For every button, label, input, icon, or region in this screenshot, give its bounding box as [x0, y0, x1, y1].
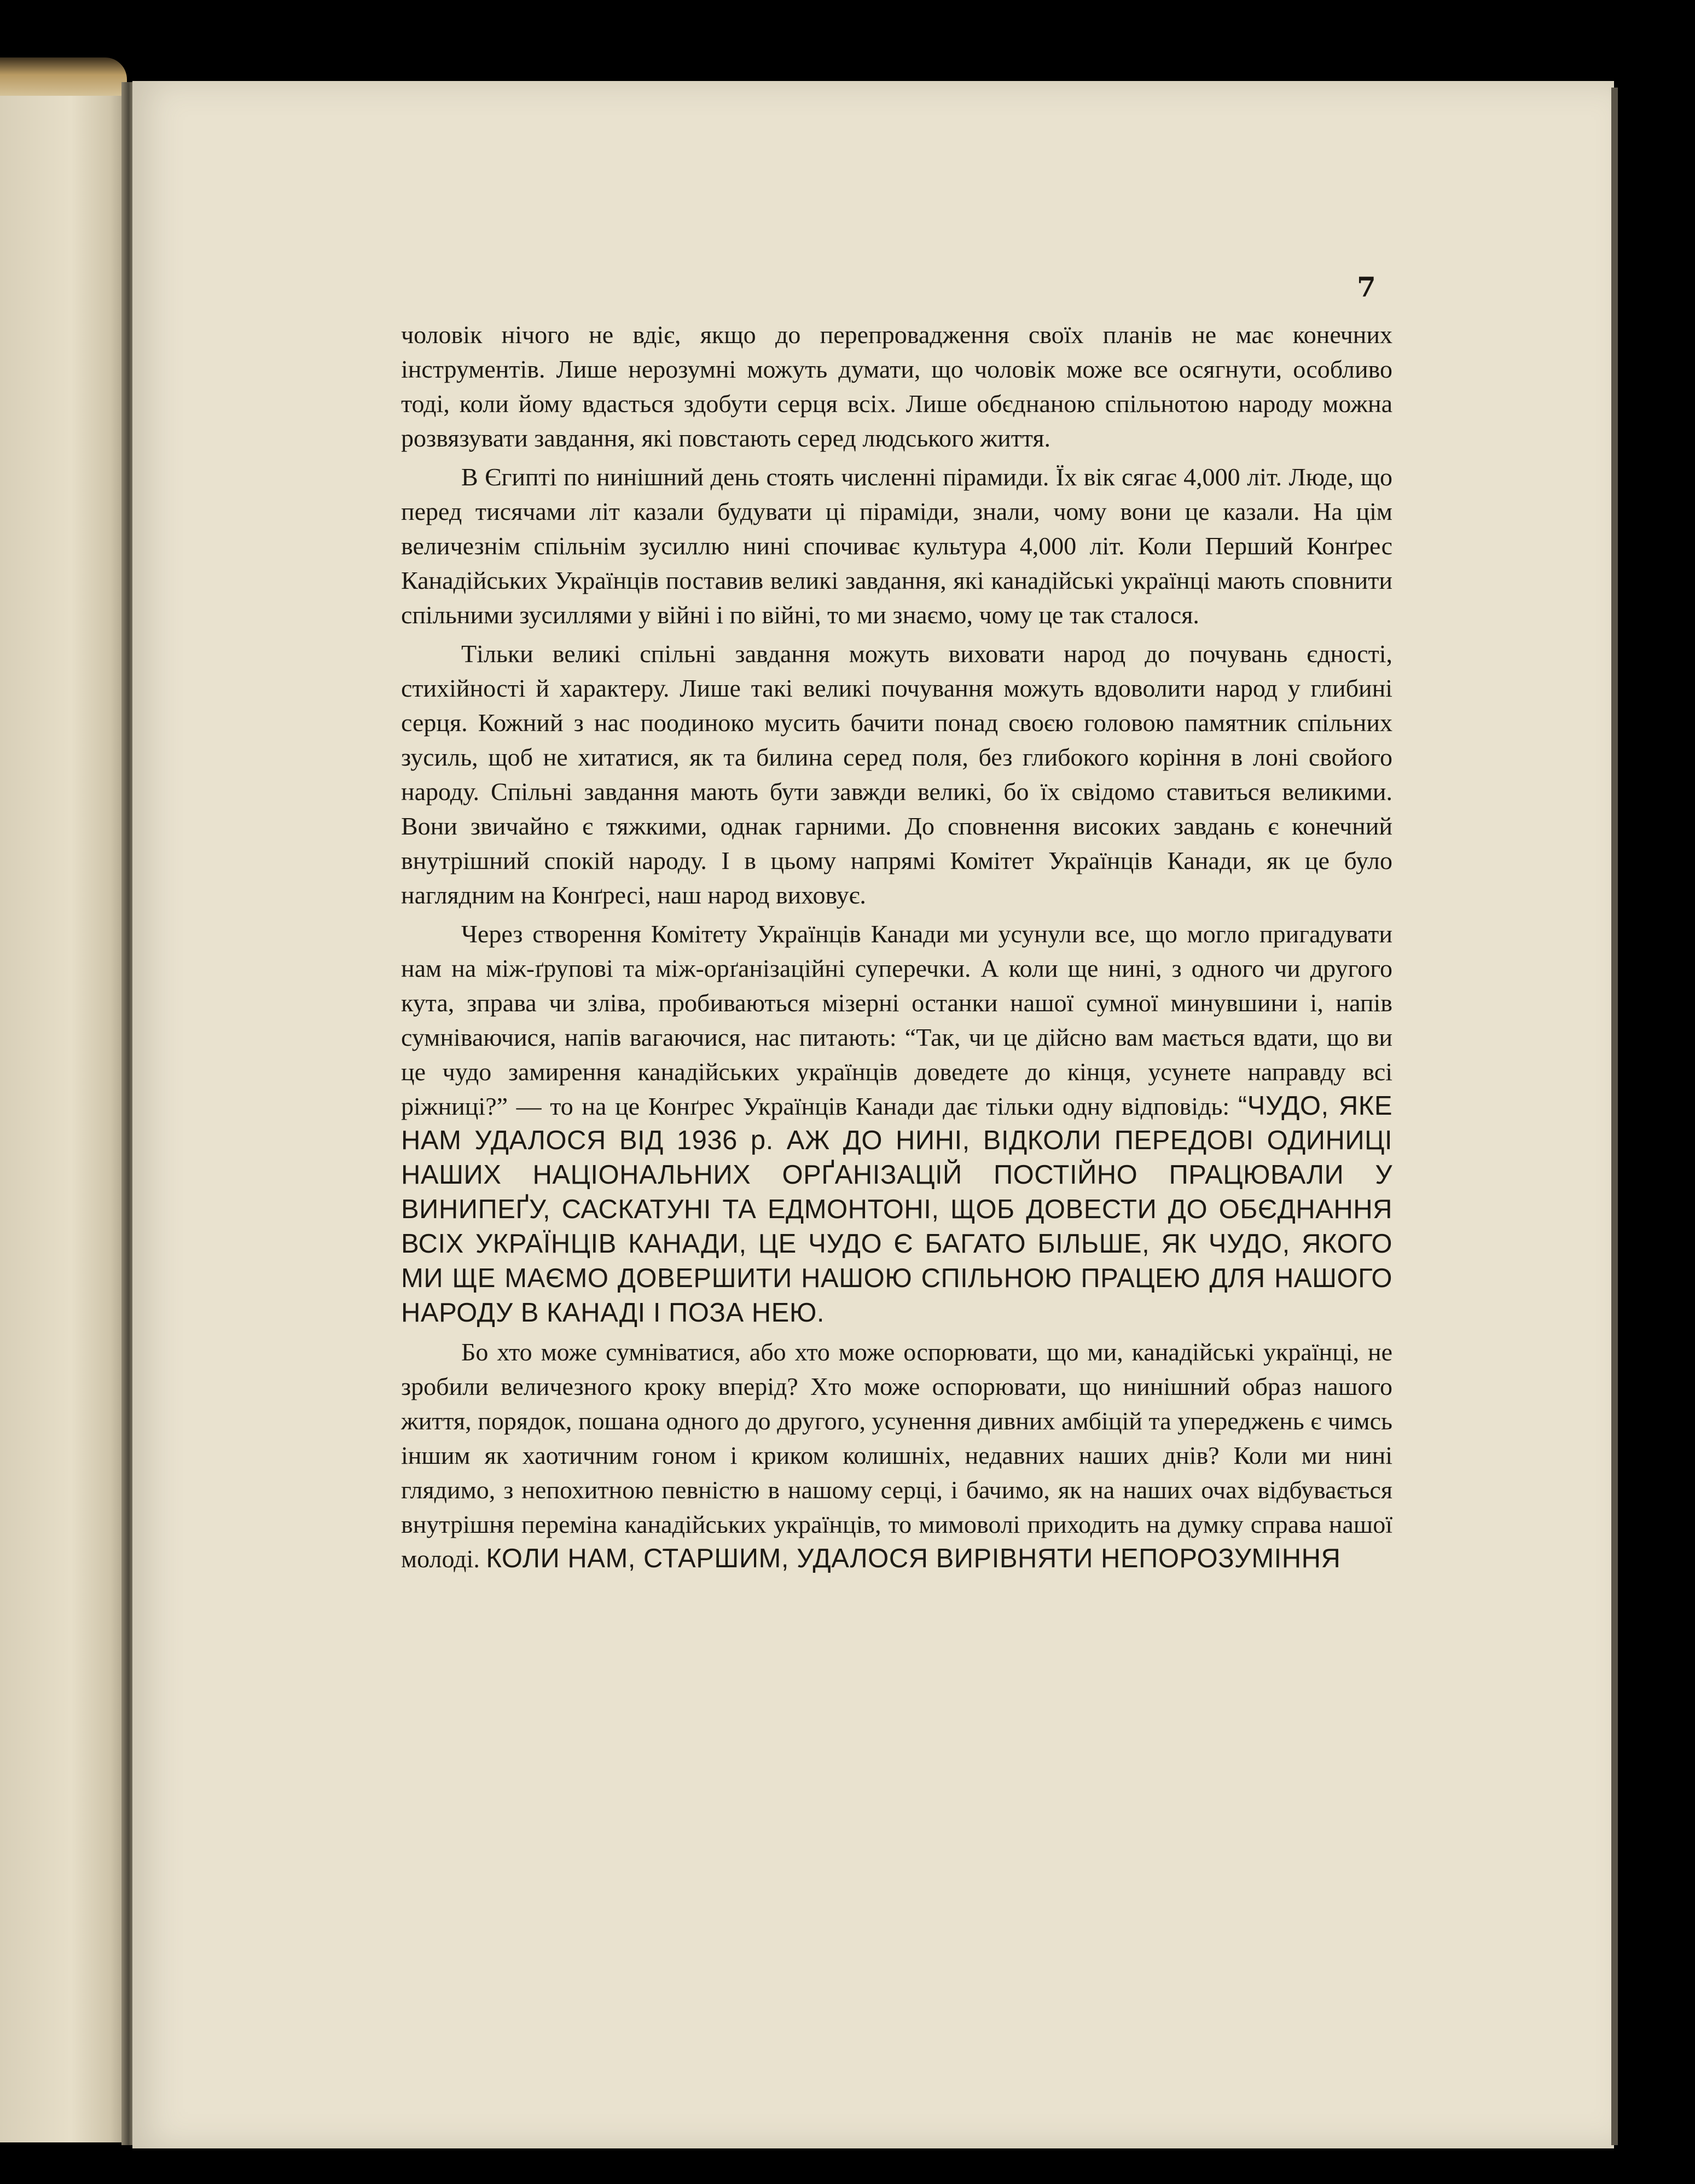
- left-page-top-edge: [0, 57, 127, 96]
- paragraph-5: [401, 1335, 1392, 1576]
- paragraph-2: В Єгипті по нинішний день стоять численні пірамиди. Їх вік сягає 4,000 літ. Люде, що перед тисячами літ казали будувати ці піраміди, знали, чому вони це казали. На цім величезнім спільнім зусиллю нині спочиває культура 4,000 літ. Коли Перший Конґрес Канадійських Українців поставив великі завдання, які канадійські українці мають сповнити спільними зусиллями у війні і по війні, то ми знаємо, чому це так сталося.: [401, 463, 1392, 629]
- paragraph-4: [401, 917, 1392, 1330]
- left-page: [0, 85, 129, 2142]
- page-number: 7: [1357, 271, 1376, 303]
- paragraph-4-text: Через створення Комітету Українців Канади ми усунули все, що могло пригадувати нам на між-ґрупові та між-орґанізаційні суперечки. А коли ще нині, з одного чи другого кута, зправа чи зліва, пробиваються мізерні останки нашої сумної минувшини і, напів сумніваючися, напів вагаючися, нас питають: “Так, чи це дійсно вам мається вдати, що ви це чудо замирення канадійських українців доведете до кінця, усунете направду всі ріжниці?” — то на це Конґрес Українців Канади дає тільки одну відповідь:: [401, 920, 1392, 1120]
- paragraph-5-text: Бо хто може сумніватися, або хто може оспорювати, що ми, канадійські українці, не зробили величезного кроку вперід? Хто може оспорювати, що нинішний образ нашого життя, порядок, пошана одного до другого, усунення дивних амбіцій та упереджень є чимсь іншим як хаотичним гоном і криком колишніх, недавних наших днів? Коли ми нині глядимо, з непохитною певністю в нашому серці, і бачимо, як на наших очах відбувається внутрішня переміна канадійських українців, то мимоволі приходить на думку справа нашої молоді.: [401, 1338, 1392, 1573]
- right-page-edge: [1611, 88, 1618, 2145]
- paragraph-1: чоловік нічого не вдіє, якщо до перепровадження своїх планів не має конечних інструментів. Лише нерозумні можуть думати, що чоловік може все осягнути, особливо тоді, коли йому вдасться здобути серця всіх. Лише обєднаною спільнотою народу можна розвязувати завдання, які повстають серед людського життя.: [401, 321, 1392, 452]
- paragraph-4-emphasis: “ЧУДО, ЯКЕ НАМ УДАЛОСЯ ВІД 1936 р. АЖ ДО НИНІ, ВІДКОЛИ ПЕРЕДОВІ ОДИНИЦІ НАШИХ НАЦІОНАЛЬНИХ ОРҐАНІЗАЦІЙ ПОСТІЙНО ПРАЦЮВАЛИ У ВИНИПЕҐУ, САСКАТУНІ ТА ЕДМОНТОНІ, ЩОБ ДОВЕСТИ ДО ОБЄДНАННЯ ВСІХ УКРАЇНЦІВ КАНАДИ, ЦЕ ЧУДО Є БАГАТО БІЛЬШЕ, ЯК ЧУДО, ЯКОГО МИ ЩЕ МАЄМО ДОВЕРШИТИ НАШОЮ СПІЛЬНОЮ ПРАЦЕЮ ДЛЯ НАШОГО НАРОДУ В КАНАДІ І ПОЗА НЕЮ.: [401, 1091, 1393, 1328]
- body-text: [401, 317, 1392, 1580]
- paragraph-5-emphasis: КОЛИ НАМ, СТАРШИМ, УДАЛОСЯ ВИРІВНЯТИ НЕПОРОЗУМІННЯ: [486, 1544, 1341, 1573]
- paragraph-3: Тільки великі спільні завдання можуть виховати народ до почувань єдності, стихійності й характеру. Лише такі великі почування можуть вдоволити народ у глибині серця. Кожний з нас поодиноко мусить бачити понад своєю головою памятник спільних зусиль, щоб не хитатися, як та билина серед поля, без глибокого коріння в лоні свойого народу. Спільні завдання мають бути завжди великі, бо їх свідомо ставиться великими. Вони звичайно є тяжкими, однак гарними. До сповнення високих завдань є конечний внутрішний спокій народу. І в цьому напрямі Комітет Українців Канади, як це було наглядним на Конґресі, наш народ виховує.: [401, 640, 1392, 909]
